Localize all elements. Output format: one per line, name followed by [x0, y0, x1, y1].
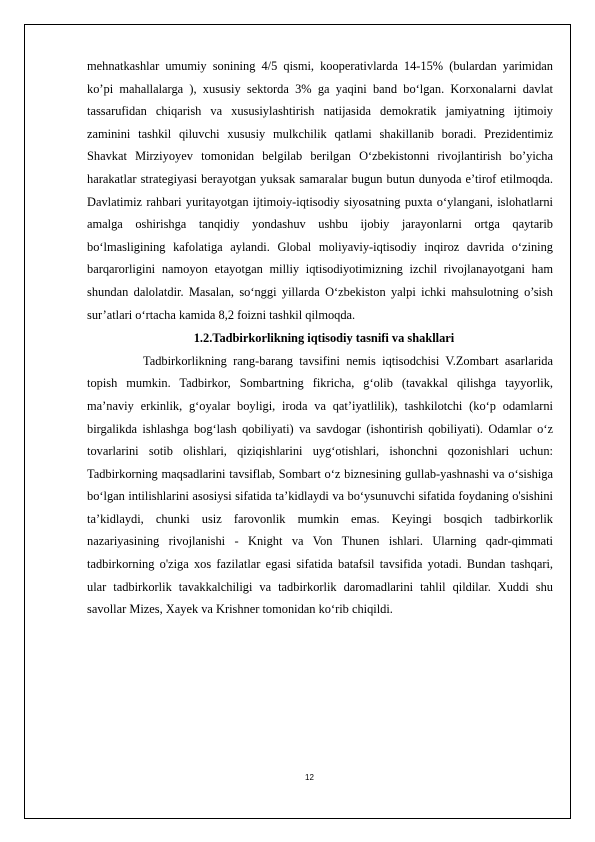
page-number: 12: [305, 773, 314, 782]
section-heading: 1.2.Tadbirkorlikning iqtisodiy tasnifi va shakllari: [193, 331, 455, 346]
document-body: [87, 55, 553, 621]
body-paragraph-1: mehnatkashlar umumiy sonining 4/5 qismi, kooperativlarda 14-15% (bulardan yarimidan ko’pi mahallalarga ), xususiy sektorda 3% ga yaqini band bo‘lgan. Korxonalarni davlat tassarufidan chiqarish va xususiylashtirish natijasida demokratik jamiyatning ijtimoiy zaminini tashkil qiluvchi xususiy mulkchilik qatlami shakillanib boradi. Prezidentimiz Shavkat Mirziyoyev tomonidan belgilab berilgan O‘zbekistonni rivojlantirish bo’yicha harakatlar strategiyasi berayotgan yuksak samaralar bugun butun dunyoda e’tirof etilmoqda. Davlatimiz rahbari yuritayotgan ijtimoiy-iqtisodiy siyosatning puxta o‘ylangani, islohatlarni amalga oshirishga tanqidiy yondashuv ushbu ijobiy jarayonlarni ortga qaytarib bo‘lmasligining kafolatiga aylandi. Global moliyaviy-iqtisodiy inqiroz davrida o‘zining barqarorligini namoyon etayotgan milliy iqtisodiyotimizning izchil rivojlanayotgani ham shundan dalolatdir. Masalan, so‘nggi yillarda O‘zbekiston yalpi ichki mahsulotning o’sish sur’atlari o‘rtacha kamida 8,2 foizni tashkil qilmoqda.: [87, 59, 553, 322]
body-paragraph-2: Tadbirkorlikning rang-barang tavsifini nemis iqtisodchisi V.Zombart asarlarida topish mumkin. Tadbirkor, Sombartning fikricha, g‘olib (tavakkal qilishga tayyorlik, ma’naviy erkinlik, g‘oyalar boyligi, iroda va qat’iyatlilik), tashkilotchi (ko‘p odamlarni birgalikda ishlashga bog‘lash qobiliyati) va savdogar (ishontirish qobiliyati). Odamlar o‘z tovarlarini sotib olishlari, qiziqishlarini uyg‘otishlari, ishonchni qozonishlari uchun: Tadbirkorning maqsadlarini tavsiflab, Sombart o‘z biznesining gullab-yashnashi va o‘sishiga bo‘lgan intilishlarini asosiysi sifatida ta’kidlaydi va bo‘ysunuvchi sifatida foydaning o'sishini ta’kidlaydi, chunki usiz farovonlik mumkin emas. Keyingi bosqich tadbirkorlik nazariyasining rivojlanishi - Knight va Von Thunen ishlari. Ularning qadr-qimmati tadbirkorning o'ziga xos fazilatlar egasi sifatida batafsil tavsifida yotadi. Bundan tashqari, ular tadbirkorlik tavakkalchiligi va tadbirkorlik daromadlarini tahlil qildilar. Xuddi shu savollar Mizes, Xayek va Krishner tomonidan ko‘rib chiqildi.: [87, 353, 553, 617]
